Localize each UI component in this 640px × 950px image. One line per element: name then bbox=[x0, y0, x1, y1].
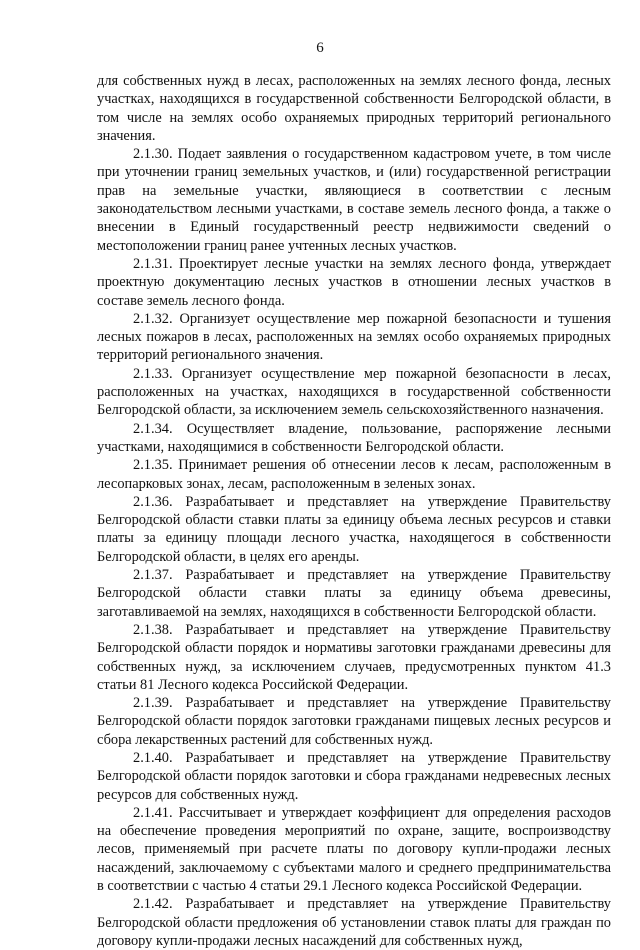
paragraph-2-1-34: 2.1.34. Осуществляет владение, пользование, распоряжение лесными участками, находящимися в собственности Белгородской области. bbox=[97, 420, 611, 455]
page-number: 6 bbox=[316, 40, 324, 56]
paragraph-2-1-32: 2.1.32. Организует осуществление мер пожарной безопасности и тушения лесных пожаров в лесах, расположенных на землях особо охраняемых природных территорий регионального значения. bbox=[97, 310, 611, 364]
paragraph-2-1-42: 2.1.42. Разрабатывает и представляет на утверждение Правительству Белгородской области предложения об установлении ставок платы для граждан по договору купли-продажи лесных насаждений для собственных нужд, bbox=[97, 896, 611, 949]
paragraph-2-1-31: 2.1.31. Проектирует лесные участки на землях лесного фонда, утверждает проектную документацию лесных участков в отношении лесных участков в составе земель лесного фонда. bbox=[97, 255, 611, 309]
paragraph-2-1-40: 2.1.40. Разрабатывает и представляет на утверждение Правительству Белгородской области порядок заготовки и сбора гражданами недревесных лесных ресурсов для собственных нужд. bbox=[97, 749, 611, 803]
paragraph-2-1-35: 2.1.35. Принимает решения об отнесении лесов к лесам, расположенным в лесопарковых зонах, лесам, расположенным в зеленых зонах. bbox=[97, 457, 611, 492]
paragraph-2-1-39: 2.1.39. Разрабатывает и представляет на утверждение Правительству Белгородской области порядок заготовки гражданами пищевых лесных ресурсов и сбора лекарственных растений для собственных нужд. bbox=[97, 695, 611, 748]
paragraph-2-1-38: 2.1.38. Разрабатывает и представляет на утверждение Правительству Белгородской области порядок и нормативы заготовки гражданами древесины для собственных нужд, за исключением случаев, предусмотренных пунктом 41.3 статьи 81 Лесного кодекса Российской Федерации. bbox=[97, 621, 611, 693]
paragraph-2-1-30: 2.1.30. Подает заявления о государственном кадастровом учете, в том числе при уточнении границ земельных участков, и (или) государственной регистрации прав на земельные участки, являющиеся в соответствии с лесным законодательством лесными участками, в составе земель лесного фонда, а также о внесении в Единый государственный реестр недвижимости сведений о местоположении границ ранее учтенных лесных участков. bbox=[97, 146, 611, 254]
paragraph-2-1-36: 2.1.36. Разрабатывает и представляет на утверждение Правительству Белгородской области ставки платы за единицу объема лесных ресурсов и ставки платы за единицу площади лесного участка, находящегося в собственности Белгородской области, в целях его аренды. bbox=[97, 493, 611, 565]
paragraph-2-1-33: 2.1.33. Организует осуществление мер пожарной безопасности в лесах, расположенных на участках, находящихся в государственной собственности Белгородской области, за исключением земель сельскохозяйственного назначения. bbox=[97, 365, 611, 419]
document-body bbox=[97, 72, 611, 950]
paragraph-2-1-41: 2.1.41. Рассчитывает и утверждает коэффициент для определения расходов на обеспечение проведения мероприятий по охране, защите, воспроизводству лесов, применяемый при расчете платы по договору купли-продажи лесных насаждений, заключаемому с субъектами малого и среднего предпринимательства в соответствии с частью 4 статьи 29.1 Лесного кодекса Российской Федерации. bbox=[97, 804, 611, 895]
paragraph-continuation: для собственных нужд в лесах, расположенных на землях лесного фонда, лесных участках, находящихся в государственной собственности Белгородской области, в том числе на землях особо охраняемых природных территорий регионального значения. bbox=[97, 73, 611, 144]
paragraph-2-1-37: 2.1.37. Разрабатывает и представляет на утверждение Правительству Белгородской области ставки платы за единицу объема древесины, заготавливаемой на землях, находящихся в собственности Белгородской области. bbox=[97, 567, 611, 620]
